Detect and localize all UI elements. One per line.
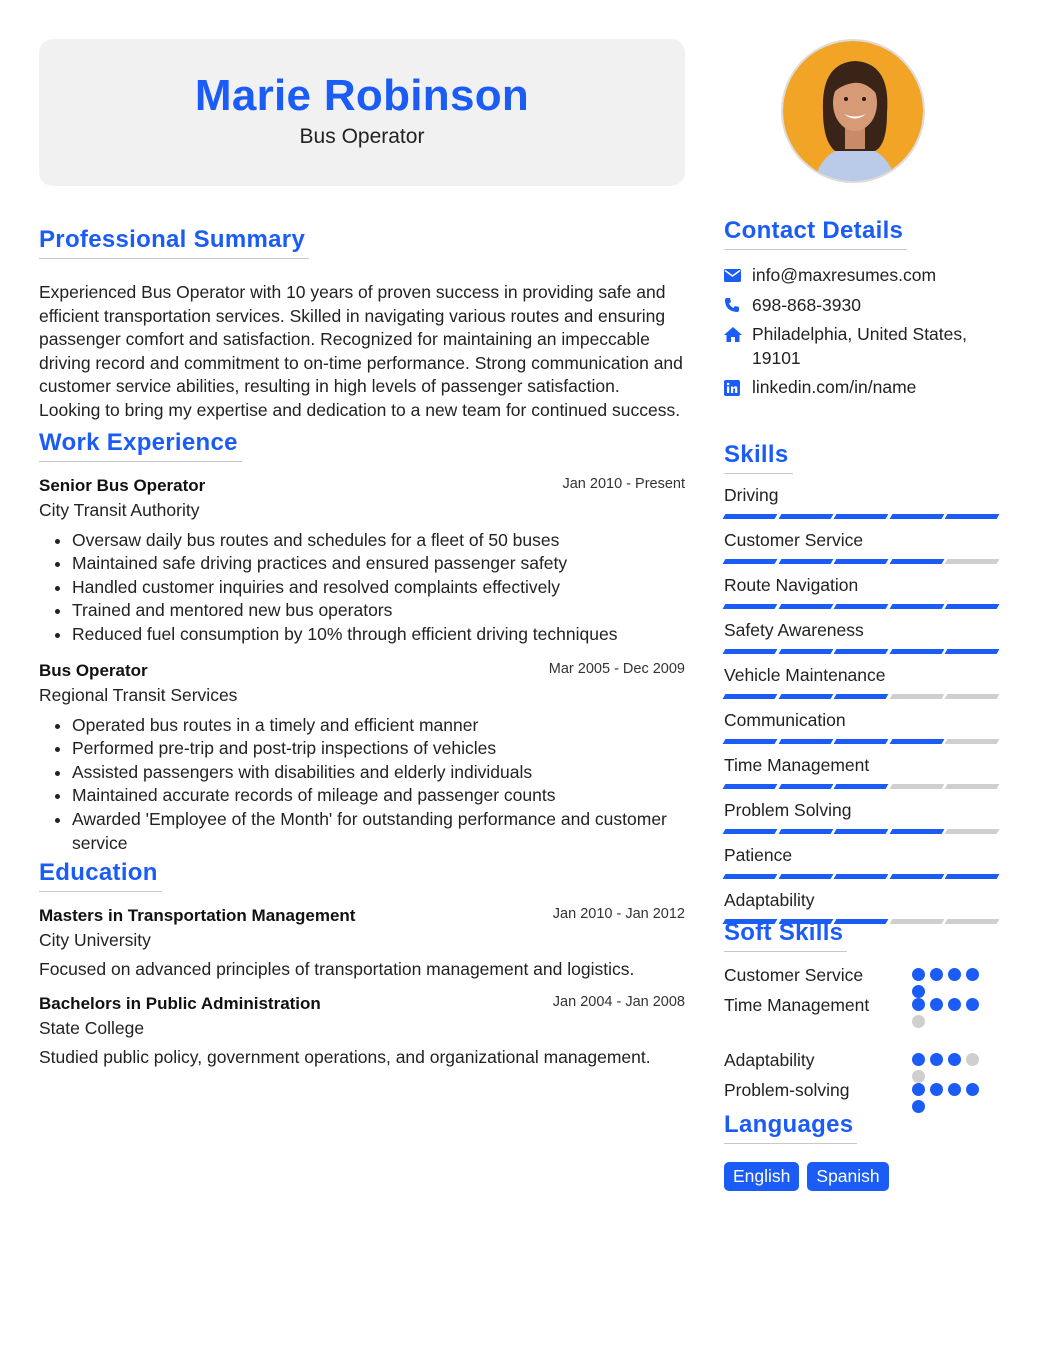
contact-section <box>724 217 1004 400</box>
job-entry <box>39 661 685 856</box>
envelope-icon <box>724 264 752 288</box>
bullet-item: • Performed pre-trip and post-trip inspections of vehicles <box>72 737 685 761</box>
skill-level-bar <box>724 739 1004 744</box>
skill-name: Customer Service <box>724 530 864 550</box>
contact-linkedin[interactable] <box>724 376 1004 400</box>
skill-level-segment <box>945 649 999 654</box>
section-title-summary: Professional Summary <box>39 226 309 259</box>
rating-dot <box>948 998 961 1011</box>
summary-text: Experienced Bus Operator with 10 years of proven success in providing safe and efficient transportation services. Skilled in navigating various routes and ensuring passenger comfort and satisfaction. Recognized for maintaining an impeccable driving record and commitment to on-time performance. Strong communication and customer service abilities, resulting in high levels of passenger satisfaction. Looking to bring my expertise and dedication to a new team for continued success. <box>39 282 683 420</box>
contact-address <box>724 323 1004 370</box>
job-org: Regional Transit Services <box>39 684 238 705</box>
skill-level-segment <box>778 874 832 879</box>
section-title-languages: Languages <box>724 1111 857 1144</box>
rating-dot <box>930 1053 943 1066</box>
skill-name: Problem Solving <box>724 800 852 820</box>
job-date: Mar 2005 - Dec 2009 <box>548 660 685 677</box>
skill-name: Patience <box>724 845 793 865</box>
skill-level-segment <box>889 649 943 654</box>
rating-dot <box>948 968 961 981</box>
education-date: Jan 2010 - Jan 2012 <box>552 906 685 923</box>
rating-dot <box>930 1083 943 1096</box>
rating-dot <box>930 968 943 981</box>
bullet-item: • Assisted passengers with disabilities and elderly individuals <box>72 761 685 785</box>
rating-dot <box>966 1053 979 1066</box>
skill-level-segment <box>723 829 777 834</box>
job-entry <box>39 476 685 647</box>
bullet-item: • Reduced fuel consumption by 10% through efficient driving techniques <box>72 623 685 647</box>
job-org: City Transit Authority <box>39 499 200 520</box>
skill-level-segment <box>889 514 943 519</box>
degree-title: Masters in Transportation Management <box>39 906 356 926</box>
rating-dot <box>966 968 979 981</box>
skill-item <box>724 529 1004 564</box>
bullet-item: • Oversaw daily bus routes and schedules for a fleet of 50 buses <box>72 529 685 553</box>
skill-item <box>724 844 1004 879</box>
section-title-education: Education <box>39 859 162 892</box>
soft-skill-name: Problem-solving <box>724 1080 850 1100</box>
skill-level-bar <box>724 649 1004 654</box>
work-section <box>39 429 685 856</box>
skill-level-segment <box>889 874 943 879</box>
skill-level-segment <box>889 829 943 834</box>
section-title-soft-skills: Soft Skills <box>724 919 847 952</box>
skill-level-segment <box>723 784 777 789</box>
job-bullets <box>39 529 685 647</box>
job-title: Senior Bus Operator <box>39 475 206 495</box>
skill-level-segment <box>945 559 999 564</box>
skill-name: Communication <box>724 710 846 730</box>
skills-section <box>724 441 1004 924</box>
skill-level-segment <box>723 559 777 564</box>
skill-level-segment <box>945 784 999 789</box>
skill-level-bar <box>724 829 1004 834</box>
skill-level-segment <box>889 784 943 789</box>
school-name: State College <box>39 1018 145 1039</box>
soft-skill-item <box>724 994 1004 1049</box>
rating-dot <box>948 1083 961 1096</box>
skill-level-bar <box>724 874 1004 879</box>
skill-level-segment <box>834 649 888 654</box>
skill-item <box>724 484 1004 519</box>
skill-level-segment <box>889 559 943 564</box>
skill-name: Driving <box>724 485 779 505</box>
skill-level-bar <box>724 559 1004 564</box>
language-tag: Spanish <box>807 1162 888 1191</box>
language-tags <box>724 1162 1004 1191</box>
skill-level-segment <box>834 874 888 879</box>
skill-level-bar <box>724 604 1004 609</box>
rating-dot <box>948 1053 961 1066</box>
bullet-item: • Awarded 'Employee of the Month' for outstanding performance and customer service <box>72 808 685 855</box>
summary-section <box>39 226 685 423</box>
profile-photo <box>781 39 925 183</box>
job-title: Bus Operator <box>39 660 148 680</box>
skill-name: Adaptability <box>724 890 815 910</box>
skill-level-segment <box>889 604 943 609</box>
skill-level-segment <box>778 649 832 654</box>
skill-item <box>724 754 1004 789</box>
soft-skill-name: Customer Service <box>724 965 864 985</box>
skill-name: Route Navigation <box>724 575 859 595</box>
education-entry <box>39 906 685 980</box>
skill-level-segment <box>945 874 999 879</box>
skill-level-segment <box>723 514 777 519</box>
rating-dot <box>912 1053 925 1066</box>
rating-dot <box>912 998 925 1011</box>
job-bullets <box>39 714 685 856</box>
skill-level-segment <box>778 784 832 789</box>
skill-level-segment <box>778 514 832 519</box>
skill-level-segment <box>834 559 888 564</box>
skill-item <box>724 709 1004 744</box>
bullet-item: • Operated bus routes in a timely and efficient manner <box>72 714 685 738</box>
skill-level-segment <box>778 829 832 834</box>
rating-dot <box>930 998 943 1011</box>
contact-phone[interactable] <box>724 294 1004 318</box>
contact-email[interactable] <box>724 264 1004 288</box>
rating-dot <box>912 968 925 981</box>
bullet-item: • Maintained accurate records of mileage and passenger counts <box>72 784 685 808</box>
resume-header <box>39 39 685 186</box>
skill-level-segment <box>723 739 777 744</box>
rating-dot <box>912 1015 925 1028</box>
home-icon <box>724 323 752 347</box>
skill-name: Time Management <box>724 755 870 775</box>
main-column <box>39 39 685 1068</box>
languages-section <box>724 1111 1004 1191</box>
soft-skill-name: Adaptability <box>724 1050 815 1070</box>
skill-level-segment <box>723 694 777 699</box>
degree-title: Bachelors in Public Administration <box>39 994 321 1014</box>
skill-level-segment <box>945 604 999 609</box>
skill-level-segment <box>834 514 888 519</box>
language-tag: English <box>724 1162 799 1191</box>
soft-skill-name: Time Management <box>724 995 870 1015</box>
skill-level-bar <box>724 784 1004 789</box>
section-title-skills: Skills <box>724 441 793 474</box>
contact-phone-text: 698-868-3930 <box>752 294 861 315</box>
soft-skill-item <box>724 964 1004 994</box>
skill-level-segment <box>834 739 888 744</box>
education-date: Jan 2004 - Jan 2008 <box>552 994 685 1011</box>
skill-level-segment <box>945 829 999 834</box>
skill-level-segment <box>778 604 832 609</box>
skill-name: Safety Awareness <box>724 620 864 640</box>
contact-address-text: Philadelphia, United States, 19101 <box>752 324 967 368</box>
bullet-item: • Maintained safe driving practices and ensured passenger safety <box>72 552 685 576</box>
soft-skill-rating <box>912 1083 992 1113</box>
job-date: Jan 2010 - Present <box>562 475 685 492</box>
soft-skills-list <box>724 964 1004 1134</box>
skill-level-segment <box>778 694 832 699</box>
rating-dot <box>966 1083 979 1096</box>
soft-skills-section <box>724 919 1004 1134</box>
skill-level-segment <box>834 694 888 699</box>
contact-linkedin-text: linkedin.com/in/name <box>752 377 917 398</box>
skill-level-segment <box>945 694 999 699</box>
skill-level-segment <box>889 694 943 699</box>
bullet-item: • Trained and mentored new bus operators <box>72 599 685 623</box>
skill-level-segment <box>834 784 888 789</box>
skill-level-bar <box>724 694 1004 699</box>
skill-level-bar <box>724 514 1004 519</box>
education-description: Focused on advanced principles of transportation management and logistics. <box>39 959 635 980</box>
education-entry <box>39 994 685 1068</box>
skill-level-segment <box>889 739 943 744</box>
education-description: Studied public policy, government operations, and organizational management. <box>39 1047 651 1068</box>
school-name: City University <box>39 930 151 951</box>
skills-list <box>724 484 1004 924</box>
skill-item <box>724 574 1004 609</box>
candidate-name: Marie Robinson <box>194 71 530 120</box>
skill-level-segment <box>723 874 777 879</box>
skill-level-segment <box>778 739 832 744</box>
skill-item <box>724 619 1004 654</box>
skill-item <box>724 664 1004 699</box>
skill-level-segment <box>945 739 999 744</box>
profile-photo-image <box>783 41 925 183</box>
education-section <box>39 859 685 1068</box>
skill-level-segment <box>723 604 777 609</box>
skill-item <box>724 799 1004 834</box>
rating-dot <box>912 1083 925 1096</box>
bullet-item: • Handled customer inquiries and resolved complaints effectively <box>72 576 685 600</box>
rating-dot <box>966 998 979 1011</box>
section-title-contact: Contact Details <box>724 217 907 250</box>
candidate-role: Bus Operator <box>299 125 425 148</box>
skill-level-segment <box>834 829 888 834</box>
soft-skill-rating <box>912 998 992 1028</box>
contact-email-text: info@maxresumes.com <box>752 265 937 285</box>
skill-level-segment <box>723 649 777 654</box>
linkedin-icon <box>724 376 752 400</box>
skill-level-segment <box>778 559 832 564</box>
skill-level-segment <box>945 514 999 519</box>
section-title-work: Work Experience <box>39 429 242 462</box>
soft-skill-item <box>724 1049 1004 1079</box>
skill-name: Vehicle Maintenance <box>724 665 886 685</box>
skill-level-segment <box>834 604 888 609</box>
phone-icon <box>724 294 752 318</box>
